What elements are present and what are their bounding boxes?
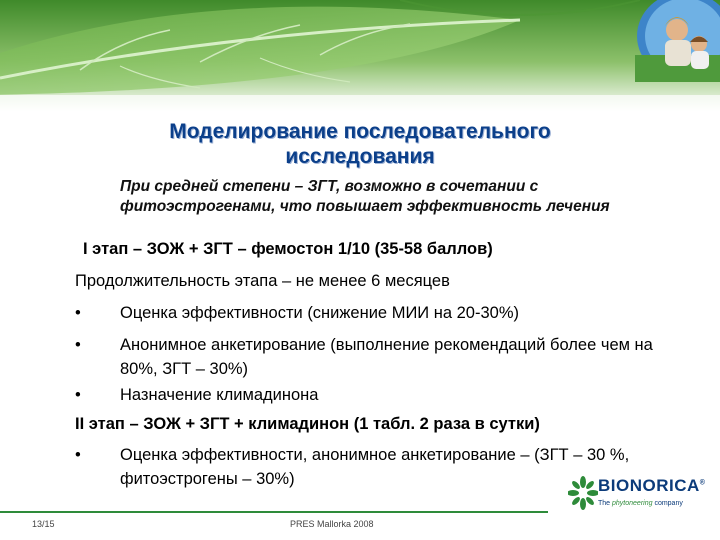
slide-title [60,119,660,169]
slide-title-line2: исследования [285,145,435,168]
logo-name: BIONORICA® [598,476,706,495]
footer-text: PRES Mallorka 2008 [290,519,374,529]
bullet-marker: • [75,336,81,354]
stage1-duration: Продолжительность этапа – не менее 6 месяцев [75,272,450,290]
intro-text: При средней степени – ЗГТ, возможно в сочетании с фитоэстрогенами, что повышает эффективность лечения [120,178,610,215]
list-item: Оценка эффективности, анонимное анкетирование – (ЗГТ – 30 %, фитоэстрогены – 30%) [120,446,630,488]
list-item: Оценка эффективности (снижение МИИ на 20-30%) [120,304,519,322]
bionorica-logo [568,470,708,528]
list-item: Назначение климадинона [120,386,319,404]
bullet-marker: • [75,304,81,322]
logo-tagline: The phytoneering company [598,500,683,507]
slide-title-line1: Моделирование последовательного [169,120,551,143]
page-number: 13/15 [32,519,55,529]
footer-divider [0,511,548,513]
bullet-marker: • [75,386,81,404]
stage1-heading: I этап – ЗОЖ + ЗГТ – фемостон 1/10 (35-58 баллов) [83,240,493,258]
family-photo [625,0,720,82]
list-item: Анонимное анкетирование (выполнение рекомендаций более чем на 80%, ЗГТ – 30%) [120,336,653,378]
leaf-banner-image [0,0,720,112]
bionorica-star-logo [568,476,598,510]
bullet-marker: • [75,446,81,464]
stage2-heading: II этап – ЗОЖ + ЗГТ + климадинон (1 табл. 2 раза в сутки) [75,415,540,433]
